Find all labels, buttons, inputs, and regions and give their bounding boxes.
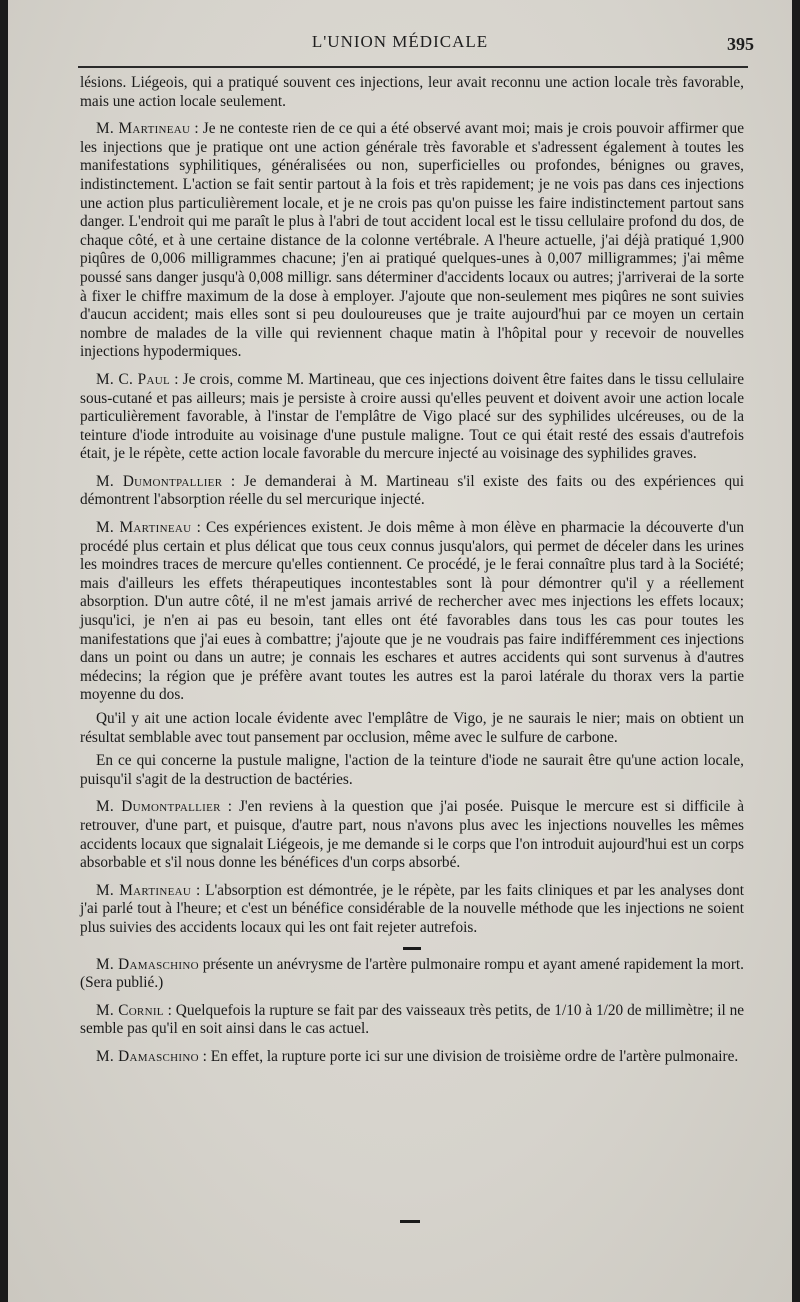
paragraph bbox=[80, 120, 744, 362]
speaker-name: M. Martineau bbox=[96, 881, 192, 899]
paragraph bbox=[80, 798, 744, 872]
paragraph-text: : Je ne conteste rien de ce qui a été observé avant moi; mais je crois pouvoir affirmer que les injections que je pratique ont une action générale très favorable et s'adressent également à toutes les manifestations syphilitiques, généralisées ou non, superficielles ou profondes, bénignes ou graves, indistinctement. L'action se fait sentir partout à la fois et très rapidement; je ne vois pas dans ces injections une action plus particulièrement locale, et je ne crois pas qu'on puisse les faire indistinctement partout sans danger. L'endroit qui me paraît le plus à l'abri de tout accident local est le tissu cellulaire profond du dos, de chaque côté, et à une certaine distance de la colonne vertébrale. A l'heure actuelle, j'ai déjà pratiqué 1,900 piqûres de 0,006 milligrammes chacune; j'en ai pratiqué quelques-unes à 0,007 milligrammes; j'ai même poussé sans danger jusqu'à 0,008 milligr. sans déterminer d'accidents locaux ou autres; j'arriverai de la sorte à fixer le chiffre maximum de la dose à employer. J'ajoute que non-seulement mes piqûres ne sont suivies d'aucun accident; mais elles sont si peu douloureuses que je traite aujourd'hui par ce moyen un certain nombre de malades de la ville qui reviennent chaque matin à l'hôpital pour y recevoir de nouvelles injections hypodermiques. bbox=[80, 120, 744, 361]
article-body bbox=[80, 74, 744, 1076]
paragraph-text: présente un anévrysme de l'artère pulmonaire rompu et ayant amené rapidement la mort. (Sera publié.) bbox=[80, 955, 744, 992]
paragraph bbox=[80, 710, 744, 747]
end-separator bbox=[400, 1220, 420, 1223]
paragraph bbox=[80, 519, 744, 705]
paragraph bbox=[80, 473, 744, 510]
paragraph bbox=[80, 1002, 744, 1039]
speaker-name: M. Martineau bbox=[96, 120, 191, 138]
document-page bbox=[8, 0, 792, 1302]
speaker-name: M. C. Paul bbox=[96, 370, 170, 388]
paragraph-text: : En effet, la rupture porte ici sur une division de troisième ordre de l'artère pulmonaire. bbox=[198, 1047, 739, 1065]
page-header bbox=[8, 30, 792, 60]
paragraph-text: : Quelquefois la rupture se fait par des vaisseaux très petits, de 1/10 à 1/20 de millimètre; il ne semble pas qu'il en soit ainsi dans le cas actuel. bbox=[80, 1001, 745, 1038]
paragraph bbox=[80, 882, 744, 938]
running-title: L'UNION MÉDICALE bbox=[311, 32, 489, 51]
paragraph-text: : L'absorption est démontrée, je le répète, par les faits cliniques et par les analyses dont j'ai parlé tout à l'heure; et c'est un bénéfice considérable de la nouvelle méthode que les injections ne soient plus suivies des accidents locaux qui les ont fait rejeter autrefois. bbox=[80, 881, 745, 936]
speaker-name: M. Dumontpallier bbox=[96, 472, 223, 490]
paragraph-text: Qu'il y ait une action locale évidente avec l'emplâtre de Vigo, je ne saurais le nier; mais on obtient un résultat semblable avec tout pansement par occlusion, même avec le sulfure de carbone. bbox=[80, 710, 744, 746]
speaker-name: M. Damaschino bbox=[96, 955, 199, 973]
paragraph bbox=[80, 956, 744, 993]
paragraph-text: : Je demanderai à M. Martineau s'il existe des faits ou des expériences qui démontrent l'absorption réelle du sel mercurique injecté. bbox=[80, 472, 745, 509]
paragraph bbox=[80, 74, 744, 111]
section-separator bbox=[403, 947, 421, 950]
page-number: 395 bbox=[727, 34, 754, 54]
paragraph-text: : Je crois, comme M. Martineau, que ces injections doivent être faites dans le tissu cellulaire sous-cutané et pas ailleurs; mais je persiste à croire aussi qu'elles peuvent et doivent avoir une action locale particulièrement favorable, à l'instar de l'emplâtre de Vigo placé sur des syphilides ulcéreuses, ou de la teinture d'iode introduite au voisinage d'une pustule maligne. Tout ce qui était resté des essais d'autrefois était, je le répète, cette action locale favorable du mercure injecté au voisinage des syphilides graves. bbox=[80, 370, 745, 463]
speaker-name: M. Cornil bbox=[96, 1001, 164, 1019]
paragraph bbox=[80, 1048, 744, 1067]
speaker-name: M. Dumontpallier bbox=[96, 798, 221, 816]
header-rule bbox=[78, 66, 748, 68]
speaker-name: M. Martineau bbox=[96, 519, 192, 537]
paragraph-text: : J'en reviens à la question que j'ai posée. Puisque le mercure est si difficile à retrouver, d'une part, et puisque, d'autre part, nous n'avons plus avec les injections nouvelles les mêmes accidents locaux que signalait Liégeois, je me demande si le corps que l'on introduit aujourd'hui est un corps absorbable et s'il nous donne les bénéfices d'un corps absorbé. bbox=[80, 798, 744, 872]
paragraph-text: : Ces expériences existent. Je dois même à mon élève en pharmacie la découverte d'un procédé plus certain et plus délicat que tous ceux connus jusqu'alors, qui permet de déceler dans les urines les moindres traces de mercure qu'elles contiennent. Ce procédé, je le ferai connaître plus tard à la Société; mais d'ailleurs les effets thérapeutiques incontestables sont là pour démontrer qu'il y a réellement absorption. D'un autre côté, il ne m'est jamais arrivé de rechercher avec mes injections les effets locaux; jusqu'ici, je n'en ai pas eu besoin, tant elles ont été favorables dans tous les cas pour toutes les manifestations que j'ai eues à combattre; j'ajoute que je ne voudrais pas faire indifféremment ces injections dans un point ou dans un autre; je connais les eschares et autres accidents qui sont survenus à d'autres médecins; la région que je préfère avant toutes les autres est la paroi latérale du thorax vers la partie moyenne du dos. bbox=[80, 519, 744, 704]
paragraph bbox=[80, 752, 744, 789]
paragraph-text: lésions. Liégeois, qui a pratiqué souvent ces injections, leur avait reconnu une action locale très favorable, mais une action locale seulement. bbox=[80, 74, 744, 110]
speaker-name: M. Damaschino bbox=[96, 1047, 199, 1065]
paragraph-text: En ce qui concerne la pustule maligne, l'action de la teinture d'iode ne saurait être qu'une action locale, puisqu'il s'agit de la destruction de bactéries. bbox=[80, 752, 744, 788]
paragraph bbox=[80, 371, 744, 464]
